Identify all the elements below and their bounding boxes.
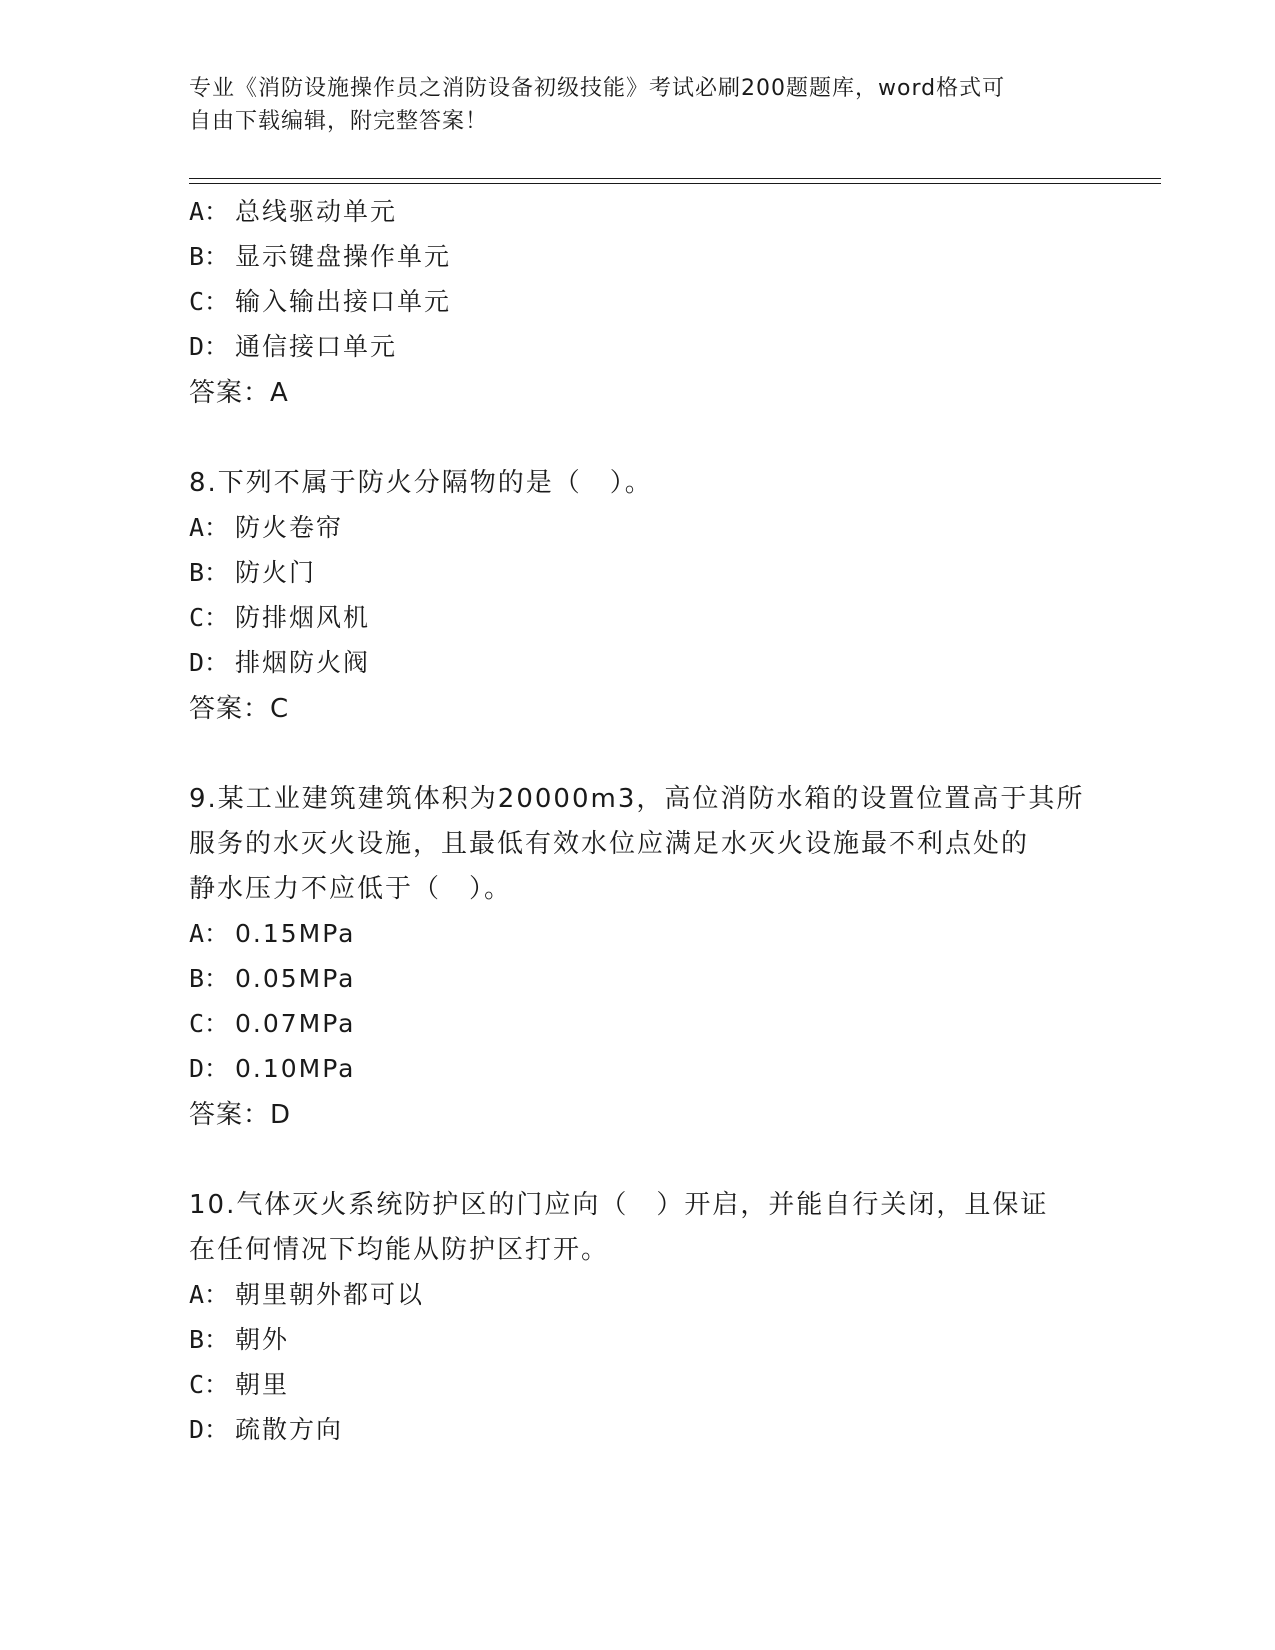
option-label: A： (189, 513, 230, 542)
q9-stem-line-3: 静水压力不应低于（ ）。 (189, 874, 513, 904)
option-text: 输入输出接口单元 (235, 287, 452, 316)
option-label: C： (189, 287, 230, 316)
option-label: B： (189, 964, 230, 993)
option-label: B： (189, 558, 230, 587)
option-text: 0.07MPa (235, 1009, 356, 1038)
q8-stem: 8.下列不属于防火分隔物的是（ ）。 (189, 468, 653, 498)
option-text: 总线驱动单元 (235, 197, 398, 226)
option-label: B： (189, 1325, 230, 1354)
option-label: D： (189, 1415, 230, 1444)
q10-option-c (189, 1365, 289, 1401)
option-text: 0.15MPa (235, 919, 356, 948)
option-label: B： (189, 242, 230, 271)
option-text: 朝里 (235, 1370, 290, 1399)
option-label: C： (189, 1370, 230, 1399)
q8-answer: 答案：C (189, 694, 290, 724)
option-text: 防火卷帘 (235, 513, 344, 542)
option-text: 朝外 (235, 1325, 290, 1354)
option-label: D： (189, 332, 230, 361)
option-text: 防排烟风机 (235, 603, 371, 632)
q9-answer: 答案：D (189, 1100, 292, 1130)
q8-option-a (189, 508, 343, 544)
option-label: A： (189, 1280, 230, 1309)
q7-answer: 答案：A (189, 378, 289, 408)
q7-option-d (189, 327, 397, 363)
q8-option-d (189, 643, 370, 679)
option-label: C： (189, 603, 230, 632)
option-text: 疏散方向 (235, 1415, 344, 1444)
q7-option-a (189, 192, 397, 228)
q9-option-b (189, 959, 356, 995)
option-label: D： (189, 648, 230, 677)
option-text: 排烟防火阀 (235, 648, 371, 677)
q7-option-c (189, 282, 451, 318)
q9-stem-line-2: 服务的水灭火设施，且最低有效水位应满足水灭火设施最不利点处的 (189, 829, 1030, 859)
q9-stem-line-1: 9.某工业建筑建筑体积为20000m3，高位消防水箱的设置位置高于其所 (189, 784, 1085, 814)
option-label: A： (189, 919, 230, 948)
document-header (189, 72, 1089, 138)
option-text: 0.10MPa (235, 1054, 356, 1083)
q9-option-d (189, 1049, 356, 1085)
q10-option-a (189, 1275, 424, 1311)
q9-option-c (189, 1004, 356, 1040)
q10-option-d (189, 1410, 343, 1446)
option-text: 显示键盘操作单元 (235, 242, 452, 271)
option-text: 防火门 (235, 558, 317, 587)
header-line-2: 自由下载编辑，附完整答案！ (189, 109, 489, 134)
q10-stem-line-1: 10.气体灭火系统防护区的门应向（ ）开启，并能自行关闭，且保证 (189, 1190, 1049, 1220)
header-line-1: 专业《消防设施操作员之消防设备初级技能》考试必刷200题题库，word格式可 (189, 76, 1006, 101)
option-text: 通信接口单元 (235, 332, 398, 361)
header-rule-top (189, 178, 1161, 179)
q9-option-a (189, 914, 356, 950)
option-label: A： (189, 197, 230, 226)
option-label: D： (189, 1054, 230, 1083)
q10-option-b (189, 1320, 289, 1356)
option-text: 朝里朝外都可以 (235, 1280, 425, 1309)
option-label: C： (189, 1009, 230, 1038)
q8-option-c (189, 598, 370, 634)
header-rule-bottom (189, 183, 1161, 184)
q10-stem-line-2: 在任何情况下均能从防护区打开。 (189, 1235, 610, 1265)
q8-option-b (189, 553, 316, 589)
q7-option-b (189, 237, 451, 273)
option-text: 0.05MPa (235, 964, 356, 993)
